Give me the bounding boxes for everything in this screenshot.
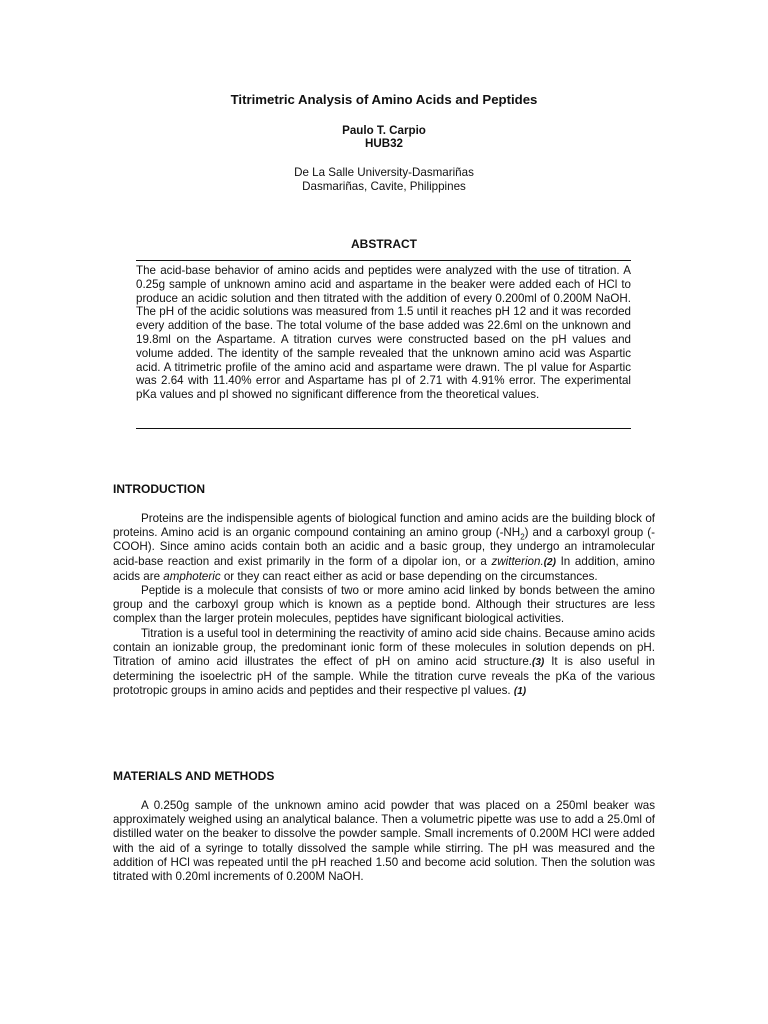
introduction-body <box>113 512 655 700</box>
amphoteric-term: amphoteric <box>163 569 221 583</box>
citation: (3) <box>532 657 545 669</box>
citation: (1) <box>513 686 527 698</box>
methods-heading: MATERIALS AND METHODS <box>113 769 275 783</box>
introduction-heading: INTRODUCTION <box>113 482 205 496</box>
affiliation-location: Dasmariñas, Cavite, Philippines <box>302 180 466 193</box>
intro-text: In addition, amino acids are <box>113 554 655 583</box>
methods-body <box>113 799 655 884</box>
introduction-paragraph <box>113 512 655 584</box>
citation: (2) <box>543 556 556 568</box>
abstract-bottom-rule <box>136 428 631 429</box>
abstract-heading: ABSTRACT <box>351 237 417 251</box>
intro-text: Titration is a useful tool in determining the reactivity of amino acid side chains. Because amino acids contain an ionizable group, the predominant ionic form of these molecules in solution depends on pH. Titration of amino acid illustrates the effect of pH on amino acid structure. <box>113 626 655 669</box>
intro-text: It is also useful in determining the isoelectric pH of the sample. While the titration curve reveals the pKa of the various prototropic groups in amino acids and peptides and their respective pI values. <box>113 655 656 698</box>
subscript-two: 2 <box>520 532 525 542</box>
intro-text: Proteins are the indispensible agents of biological function and amino acids are the building block of proteins. Amino acid is an organic compound containing an amino group (-NH <box>113 512 655 540</box>
intro-text: or they can react either as acid or base depending on the circumstances. <box>220 569 598 583</box>
author-name: Paulo T. Carpio <box>342 124 426 137</box>
abstract-top-rule <box>136 260 631 261</box>
intro-text: ) and a carboxyl group (-COOH). Since amino acids contain both an acidic and a basic group, they undergo an intramolecular acid-base reaction and exist primarily in the form of a dipolar ion, or a <box>113 526 655 568</box>
methods-paragraph: A 0.250g sample of the unknown amino acid powder that was placed on a 250ml beaker was approximately weighed using an analytical balance. Then a volumetric pipette was use to add a 25.0ml of distilled water on the beaker to dissolve the powder sample. Small increments of 0.200M HCl were added with the aid of a syringe to totally dissolved the sample while stirring. The pH was measured and the addition of HCl was repeated until the pH reached 1.50 and become acid solution. Then the solution was titrated with 0.20ml increments of 0.200M NaOH. <box>113 799 655 884</box>
introduction-paragraph: Peptide is a molecule that consists of two or more amino acid linked by bonds between the amino group and the carboxyl group which is known as a peptide bond. Although their structures are less complex than the larger protein molecules, peptides have significant biological activities. <box>113 584 655 626</box>
paper-title: Titrimetric Analysis of Amino Acids and Peptides <box>230 92 538 107</box>
affiliation-university: De La Salle University-Dasmariñas <box>294 166 474 179</box>
introduction-paragraph <box>113 627 655 700</box>
abstract-text: The acid-base behavior of amino acids and peptides were analyzed with the use of titration. A 0.25g sample of unknown amino acid and aspartame in the beaker were added each of HCl to produce an acidic solution and then titrated with the addition of every 0.200ml of 0.200M NaOH. The pH of the acidic solutions was measured from 1.5 until it reaches pH 12 and it was recorded every addition of the base. The total volume of the base added was 22.6ml on the unknown and 19.8ml on the Aspartame. A titration curves were constructed based on the pH values and volume added. The identity of the sample revealed that the unknown amino acid was Aspartic acid. A titrimetric profile of the amino acid and aspartame were drawn. The pI value for Aspartic was 2.64 with 11.40% error and Aspartame has pI of 2.71 with 4.91% error. The experimental pKa values and pI showed no significant difference from the theoretical values. <box>136 264 631 402</box>
zwitterion-term: zwitterion. <box>491 554 544 568</box>
section-code: HUB32 <box>364 137 403 150</box>
